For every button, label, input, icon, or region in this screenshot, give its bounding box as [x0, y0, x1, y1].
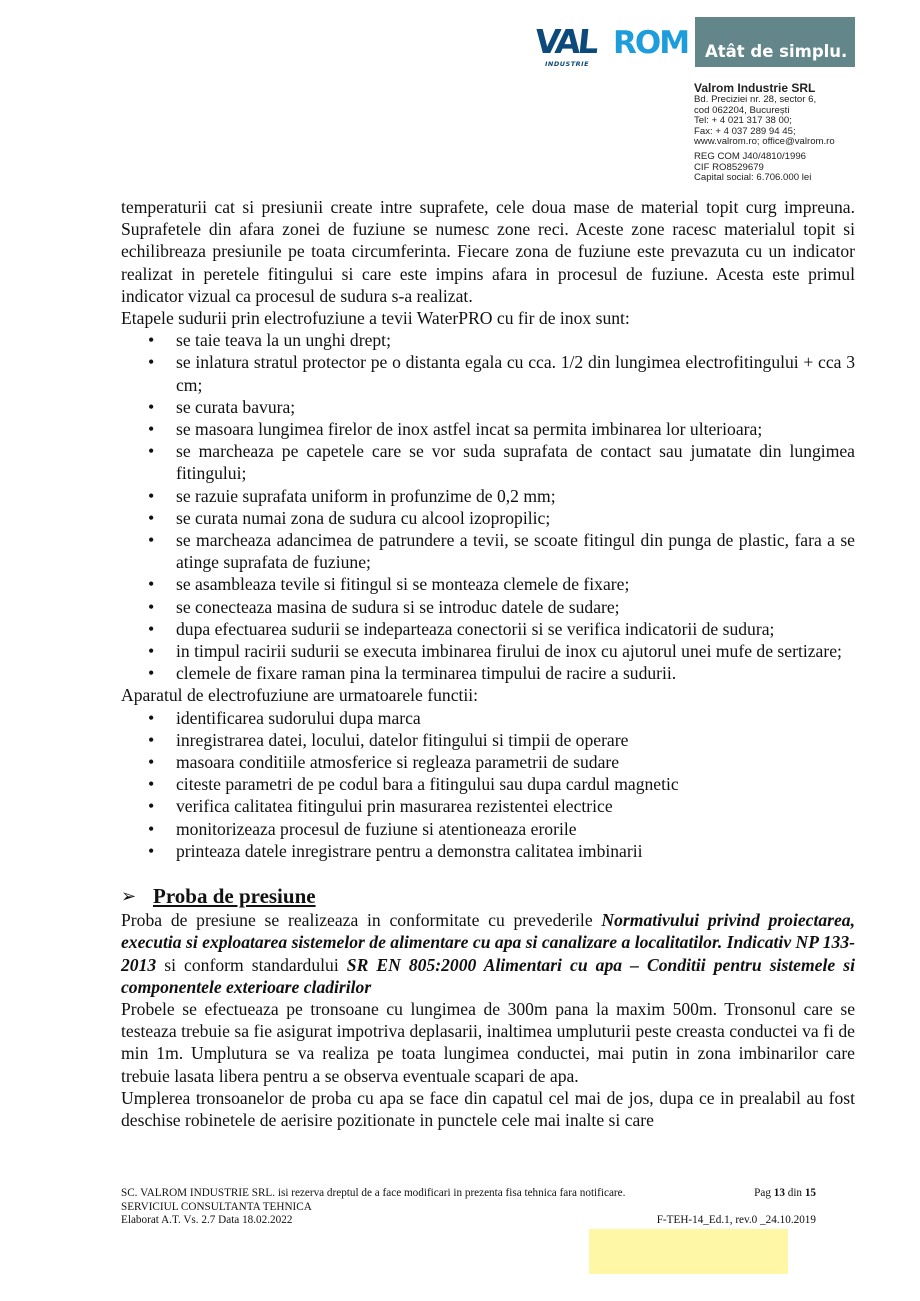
function-item: • identificarea sudorului dupa marca: [121, 707, 855, 729]
step-item: • dupa efectuarea sudurii se indeparteaza conectorii si se verifica indicatorii de sudura;: [121, 618, 855, 640]
pressure-test-paragraph-2: Probele se efectueaza pe tronsoane cu lungimea de 300m pana la maxim 500m. Tronsonul care se testeaza trebuie sa fie asigurat impotriva deplasarii, inaltimea umpluturii peste creasta conductei va fi de min 1m. Umplutura se va realiza pe toata lungimea conductei, mai putin in zona imbinarilor care trebuie lasata libera pentru a se observa eventuale scapari de apa.: [121, 998, 855, 1086]
page-number: [754, 1187, 816, 1201]
document-body: [121, 196, 855, 1131]
slogan-banner: Atât de simplu.: [695, 17, 855, 67]
text-run: si conform standardului: [156, 954, 347, 975]
footer-row-1: [121, 1187, 816, 1201]
logo-row: [533, 17, 858, 69]
step-item: • se marcheaza pe capetele care se vor suda suprafata de contact sau jumatate din lungimea fitingului;: [121, 440, 855, 484]
function-item: • inregistrarea datei, locului, datelor fitingului si timpii de operare: [121, 729, 855, 751]
page-prefix: Pag: [754, 1187, 774, 1199]
function-item: • monitorizeaza procesul de fuziune si atentioneaza erorile: [121, 818, 855, 840]
company-web-email: www.valrom.ro; office@valrom.ro: [694, 136, 835, 148]
footer-row-2: [121, 1201, 816, 1215]
step-item: • se masoara lungimea firelor de inox astfel incat sa permita imbinarea lor ulterioara;: [121, 418, 855, 440]
company-address-1: Bd. Preciziei nr. 28, sector 6,: [694, 94, 817, 105]
company-name: Valrom Industrie SRL: [694, 81, 816, 95]
step-item: • se curata numai zona de sudura cu alcool izopropilic;: [121, 507, 855, 529]
arrow-bullet-icon: ➢: [121, 886, 137, 907]
company-info: [694, 82, 858, 184]
footer-service: SERVICIUL CONSULTANTA TEHNICA: [121, 1200, 312, 1213]
logo-industrie-text: INDUSTRIE: [545, 60, 590, 68]
standard-reference: SR EN 805:2000 Alimentari cu apa – Conditii pentru sistemele si componentele exterioare cladirilor: [121, 954, 855, 997]
logo-val-text: VAL: [532, 22, 598, 61]
step-item: • se marcheaza adancimea de patrundere a tevii, se scoate fitingul din punga de plastic, fara a se atinge suprafata de fuziune;: [121, 529, 855, 573]
logo-rom-text: ROM: [613, 25, 689, 61]
step-item: • se curata bavura;: [121, 396, 855, 418]
step-item: • se asambleaza tevile si fitingul si se monteaza clemele de fixare;: [121, 573, 855, 595]
page-total: 15: [804, 1187, 816, 1199]
highlight-box: [589, 1229, 788, 1274]
function-item: • citeste parametri de pe codul bara a fitingului sau dupa cardul magnetic: [121, 773, 855, 795]
function-item: • printeaza datele inregistrare pentru a demonstra calitatea imbinarii: [121, 840, 855, 862]
footer-elaborat: Elaborat A.T. Vs. 2.7 Data 18.02.2022: [121, 1214, 293, 1226]
step-item: • se taie teava la un unghi drept;: [121, 329, 855, 351]
section-title: Proba de presiune: [153, 884, 316, 909]
section-heading: [121, 883, 855, 909]
step-item: • clemele de fixare raman pina la terminarea timpului de racire a sudurii.: [121, 662, 855, 684]
footer-disclaimer: SC. VALROM INDUSTRIE SRL. isi rezerva dreptul de a face modificari in prezenta fisa tehnica fara notificare.: [121, 1187, 626, 1199]
function-item: • masoara conditiile atmosferice si regleaza parametrii de sudare: [121, 751, 855, 773]
valrom-logo: [533, 17, 688, 69]
step-item: • se inlatura stratul protector pe o distanta egala cu cca. 1/2 din lungimea electrofitingului + cca 3 cm;: [121, 351, 855, 395]
pressure-test-paragraph-3: Umplerea tronsoanelor de proba cu apa se face din capatul cel mai de jos, dupa ce in prealabil au fost deschise robinetele de aerisire pozitionate in punctele cele mai inalte si care: [121, 1087, 855, 1130]
footer-row-3: [121, 1214, 816, 1228]
company-capital: Capital social: 6.706.000 lei: [694, 172, 812, 184]
company-tel: Tel: + 4 021 317 38 00;: [694, 115, 792, 127]
page-separator: din: [784, 1187, 805, 1199]
letterhead: [533, 17, 858, 184]
normative-reference: Normativului privind proiectarea, executia si exploatarea sistemelor de alimentare cu apa si canalizare a localitatilor. Indicativ NP 133-2013: [121, 910, 855, 975]
pressure-test-intro: [121, 909, 855, 998]
footer-form-code: F-TEH-14_Ed.1, rev.0 _24.10.2019: [656, 1214, 816, 1226]
page-footer: [121, 1187, 816, 1228]
intro-paragraph: temperaturii cat si presiunii create intre suprafete, cele doua mase de material topit curg impreuna. Suprafetele din afara zonei de fuziune se numesc zone reci. Aceste zone racesc materialul topit si echilibreaza presiunile pe toata circumferinta. Fiecare zona de fuziune este prevazuta cu un indicator realizat in peretele fitingului si care este impins afara in procesul de fuziune. Acesta este primul indicator vizual ca procesul de sudura s-a realizat.: [121, 197, 855, 306]
page-current: 13: [773, 1187, 785, 1199]
step-item: • se conecteaza masina de sudura si se introduc datele de sudare;: [121, 596, 855, 618]
company-address-2: cod 062204, București: [694, 104, 790, 116]
text-run: Proba de presiune se realizeaza in conformitate cu prevederile: [121, 910, 602, 931]
function-item: • verifica calitatea fitingului prin masurarea rezistentei electrice: [121, 795, 855, 817]
functions-heading: Aparatul de electrofuziune are urmatoarele functii:: [121, 685, 479, 706]
functions-list: [121, 707, 855, 862]
steps-list: [121, 329, 855, 684]
steps-heading: Etapele sudurii prin electrofuziune a tevii WaterPRO cu fir de inox sunt:: [121, 308, 630, 329]
company-cif: CIF RO8529679: [694, 161, 764, 173]
company-fax: Fax: + 4 037 289 94 45;: [694, 125, 796, 137]
step-item: • in timpul racirii sudurii se executa imbinarea firului de inox cu ajutorul unei mufe de sertizare;: [121, 640, 855, 662]
company-reg-com: REG COM J40/4810/1996: [694, 150, 806, 162]
step-item: • se razuie suprafata uniform in profunzime de 0,2 mm;: [121, 485, 855, 507]
